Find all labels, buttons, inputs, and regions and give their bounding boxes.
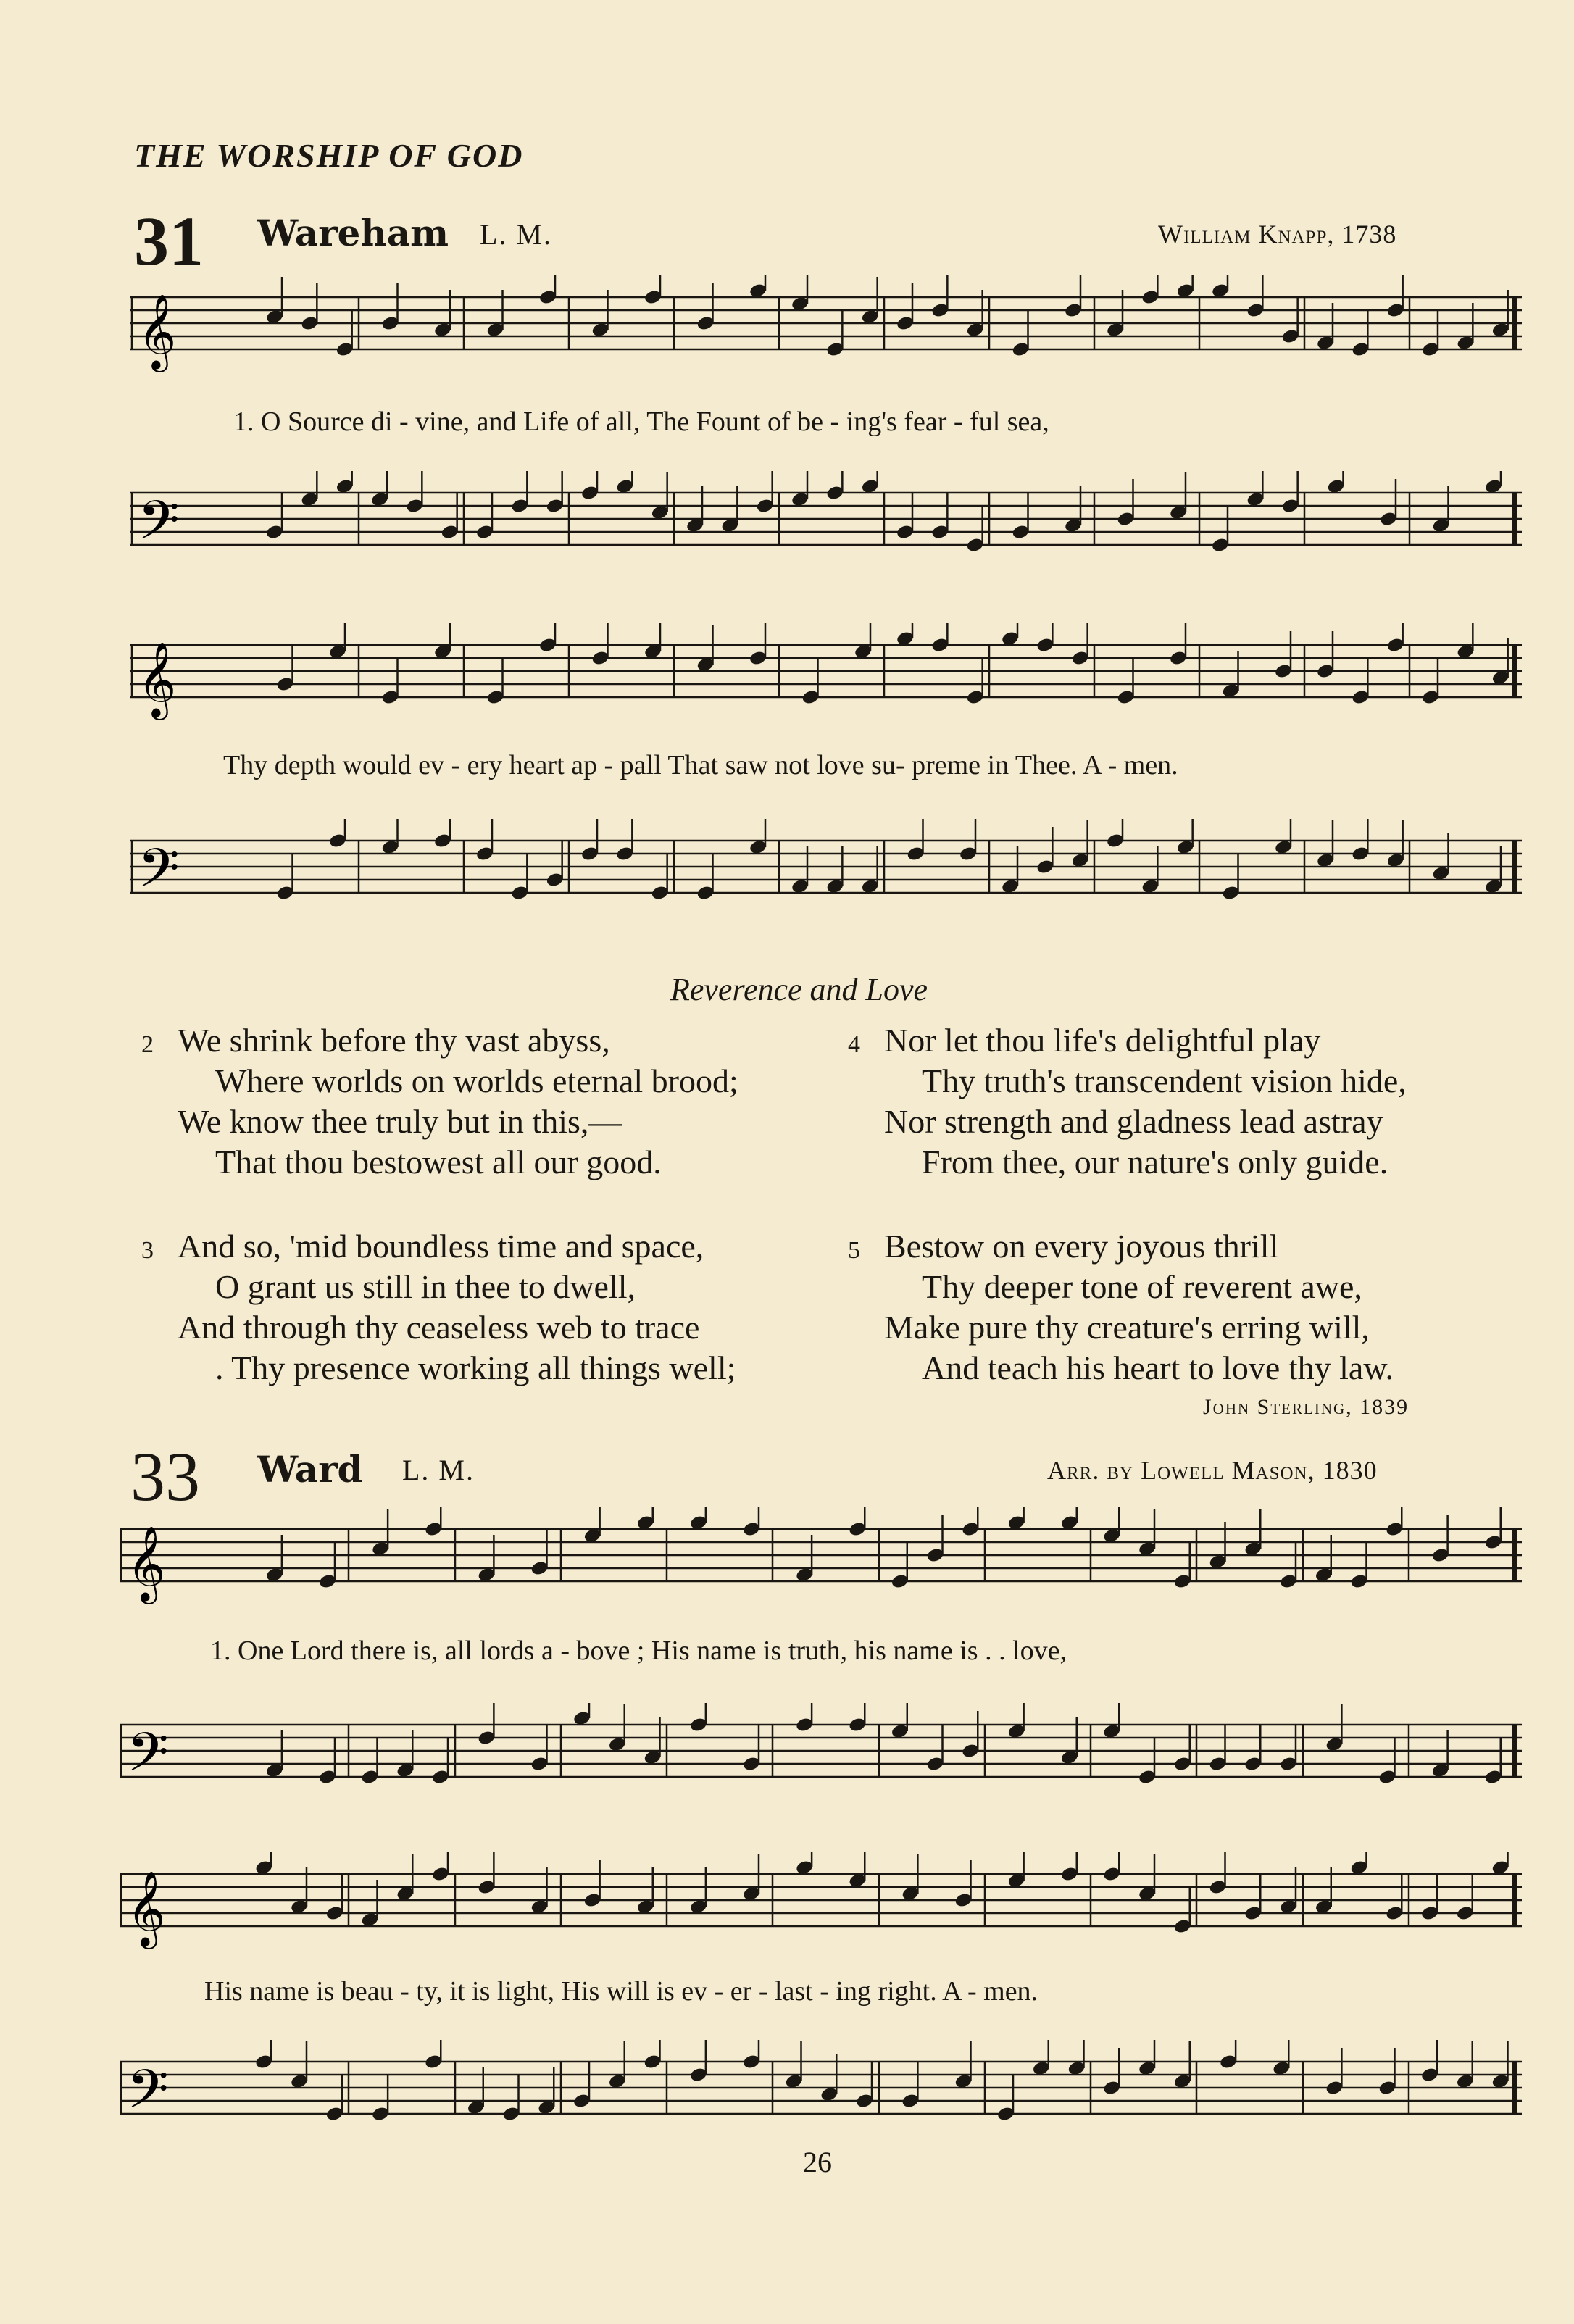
hymn-31-title: Reverence and Love — [670, 972, 928, 1007]
staff-lines — [130, 471, 1522, 580]
staff-lines — [130, 819, 1522, 928]
verse-line: Nor let thou life's delightful play — [884, 1022, 1321, 1059]
hymn-33-composer: Arr. by Lowell Mason, 1830 — [1047, 1456, 1378, 1485]
hymn-33-bass-staff-1 — [120, 1703, 1522, 1812]
hymn-33-lyrics-line-2: His name is beau - ty, it is light, His will is ev - er - last - ing right. A - men. — [204, 1976, 1038, 2007]
verse-2 — [141, 1020, 738, 1183]
hymn-33-bass-staff-2 — [120, 2040, 1522, 2149]
hymn-31-treble-staff-2 — [130, 623, 1522, 732]
hymn-31-lyrics-line-1: 1. O Source di - vine, and Life of all, The Fount of be - ing's fear - ful sea, — [233, 407, 1049, 437]
hymn-31-bass-staff-2 — [130, 819, 1522, 928]
hymn-31-number: 31 — [134, 202, 204, 280]
verse-line: And through thy ceaseless web to trace — [178, 1309, 700, 1346]
clef-icon: 𝄢 — [138, 489, 180, 565]
hymn-33-treble-staff-1 — [120, 1507, 1522, 1616]
verse-line: Nor strength and gladness lead astray — [884, 1103, 1383, 1140]
verse-line: Where worlds on worlds eternal brood; — [215, 1062, 738, 1099]
verse-3 — [141, 1226, 736, 1388]
verse-line: O grant us still in thee to dwell, — [215, 1268, 636, 1305]
staff-lines — [120, 1507, 1522, 1616]
hymn-33-treble-staff-2 — [120, 1852, 1522, 1961]
verse-line: And so, 'mid boundless time and space, — [178, 1228, 704, 1265]
hymn-33-lyrics-line-1: 1. One Lord there is, all lords a - bove ; His name is truth, his name is . . love, — [210, 1636, 1067, 1666]
verse-line: And teach his heart to love thy law. — [922, 1349, 1394, 1386]
staff-lines — [120, 2040, 1522, 2149]
hymn-31-treble-staff-1 — [130, 275, 1522, 384]
running-head: THE WORSHIP OF GOD — [134, 137, 524, 174]
verse-line: That thou bestowest all our good. — [215, 1144, 662, 1180]
hymn-33-meter: L. M. — [402, 1454, 475, 1486]
hymn-31-lyrics-line-2: Thy depth would ev - ery heart ap - pall That saw not love su- preme in Thee. A - men. — [223, 750, 1178, 780]
verse-number: 2 — [141, 1031, 154, 1058]
hymn-31-tune-name: Wareham — [257, 212, 449, 254]
clef-icon: 𝄞 — [138, 293, 177, 370]
staff-lines — [120, 1852, 1522, 1961]
hymn-31-meter: L. M. — [480, 218, 552, 251]
verse-number: 4 — [848, 1031, 860, 1058]
verse-line: We shrink before thy vast abyss, — [178, 1022, 610, 1059]
clef-icon: 𝄢 — [127, 1721, 169, 1797]
verse-number: 5 — [848, 1237, 860, 1264]
verse-4 — [848, 1020, 1407, 1183]
clef-icon: 𝄞 — [138, 641, 177, 717]
page-number: 26 — [803, 2146, 832, 2178]
staff-lines — [130, 275, 1522, 384]
clef-icon: 𝄞 — [127, 1870, 166, 1946]
hymn-33-number: 33 — [130, 1438, 200, 1515]
verse-line: From thee, our nature's only guide. — [922, 1144, 1388, 1180]
clef-icon: 𝄢 — [138, 837, 180, 913]
verse-line: Bestow on every joyous thrill — [884, 1228, 1279, 1265]
verse-number: 3 — [141, 1237, 154, 1264]
hymn-31-author: John Sterling, 1839 — [1203, 1395, 1409, 1419]
staff-lines — [120, 1703, 1522, 1812]
staff-lines — [130, 623, 1522, 732]
hymn-33-tune-name: Ward — [257, 1448, 363, 1491]
verse-line: Thy truth's transcendent vision hide, — [922, 1062, 1407, 1099]
hymn-31-bass-staff-1 — [130, 471, 1522, 580]
verse-line: Make pure thy creature's erring will, — [884, 1309, 1370, 1346]
clef-icon: 𝄞 — [127, 1525, 166, 1602]
verse-line: We know thee truly but in this,— — [178, 1103, 622, 1140]
verse-line: Thy deeper tone of reverent awe, — [922, 1268, 1362, 1305]
hymn-31-composer: William Knapp, 1738 — [1158, 220, 1397, 249]
verse-5 — [848, 1226, 1394, 1388]
verse-line: . Thy presence working all things well; — [215, 1349, 736, 1386]
clef-icon: 𝄢 — [127, 2058, 169, 2134]
